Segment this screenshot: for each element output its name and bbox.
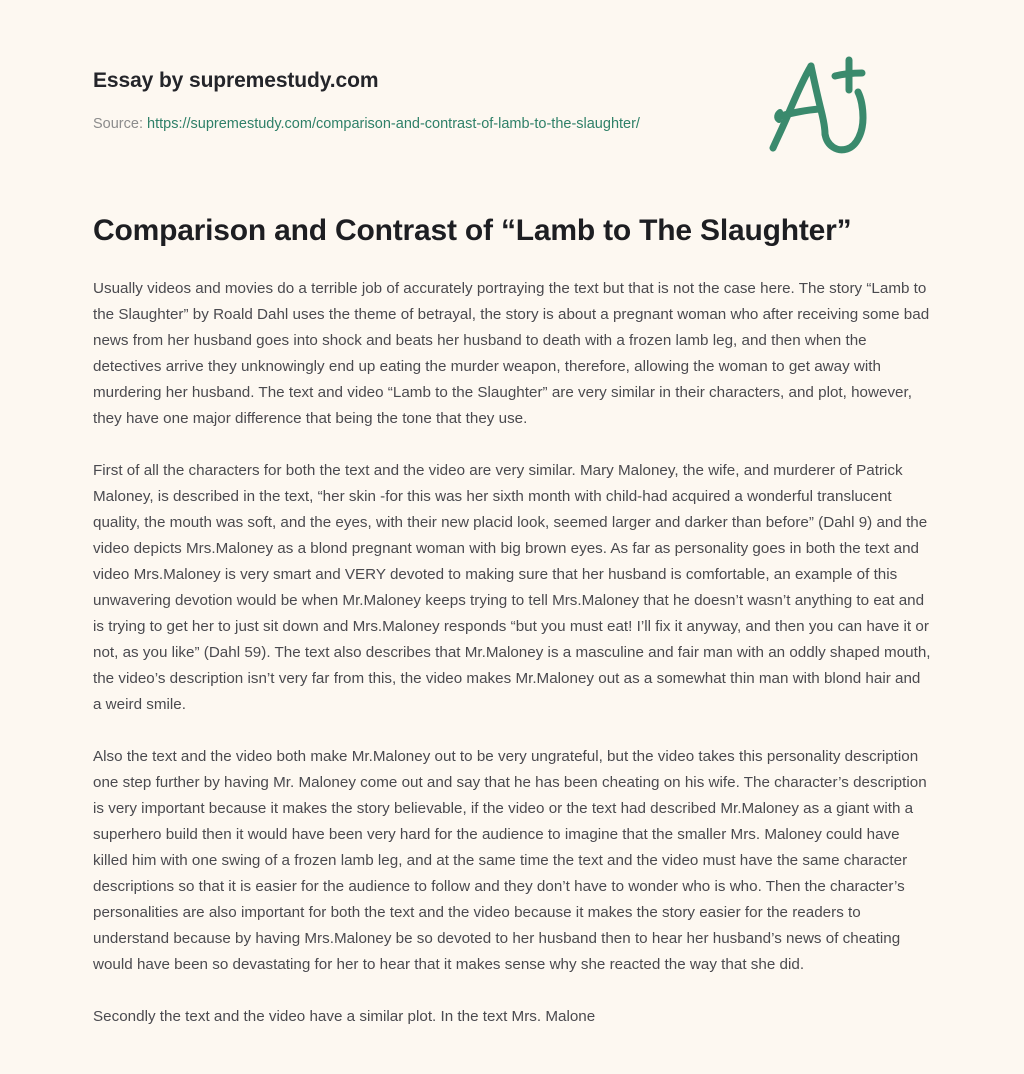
paragraph: Secondly the text and the video have a similar plot. In the text Mrs. Malone [93, 1007, 596, 1025]
page-header [93, 0, 931, 134]
a-plus-logo-icon [761, 52, 879, 164]
source-url-link[interactable]: https://supremestudy.com/comparison-and-contrast-of-lamb-to-the-slaughter/ [147, 116, 640, 133]
essay-body [93, 250, 931, 1030]
page-title: Comparison and Contrast of “Lamb to The Slaughter” [93, 214, 852, 248]
source-label: Source: [93, 116, 143, 133]
paragraph: First of all the characters for both the text and the video are very similar. Mary Maloney, the wife, and murderer of Patrick Maloney, is described in the text, “her skin -for this was her sixth month with child-had acquired a wonderful translucent quality, the mouth was soft, and the eyes, with their new placid look, seemed larger and darker than before” (Dahl 9) and the video depicts Mrs.Maloney as a blond pregnant woman with big brown eyes. As far as personality goes in both the text and video Mrs.Maloney is very smart and VERY devoted to making sure that her husband is comfortable, an example of this unwavering devotion would be when Mr.Maloney keeps trying to tell Mrs.Maloney that he doesn’t wasn’t anything to eat and is trying to get her to just sit down and Mrs.Maloney responds “but you must eat! I’ll fix it anyway, and then you can have it or not, as you like” (Dahl 59). The text also describes that Mr.Maloney is a masculine and fair man with an oddly shaped mouth, the video’s description isn’t very far from this, the video makes Mr.Maloney out as a somewhat thin man with blond hair and a weird smile. [93, 461, 931, 713]
paragraph: Usually videos and movies do a terrible job of accurately portraying the text but that is not the case here. The story “Lamb to the Slaughter” by Roald Dahl uses the theme of betrayal, the story is about a pregnant woman who after receiving some bad news from her husband goes into shock and beats her husband to death with a frozen lamb leg, and then when the detectives arrive they unknowingly end up eating the murder weapon, therefore, allowing the woman to get away with murdering her husband. The text and video “Lamb to the Slaughter” are very similar in their characters, and plot, however, they have one major difference that being the tone that they use. [93, 279, 930, 427]
paragraph: Also the text and the video both make Mr.Maloney out to be very ungrateful, but the video takes this personality description one step further by having Mr. Maloney come out and say that he has been cheating on his wife. The character’s description is very important because it makes the story believable, if the video or the text had described Mr.Maloney as a giant with a superhero build then it would have been very hard for the audience to imagine that the smaller Mrs. Maloney could have killed him with one swing of a frozen lamb leg, and at the same time the text and the video must have the same character descriptions so that it is easier for the audience to follow and they don’t have to wonder who is who. Then the character’s personalities are also important for both the text and the video because it makes the story easier for the readers to understand because by having Mrs.Maloney be so devoted to her husband then to hear her husband’s news of cheating would have been so devastating for her to hear that it makes sense why she reacted the way that she did. [93, 747, 927, 973]
byline: Essay by supremestudy.com [93, 69, 379, 92]
